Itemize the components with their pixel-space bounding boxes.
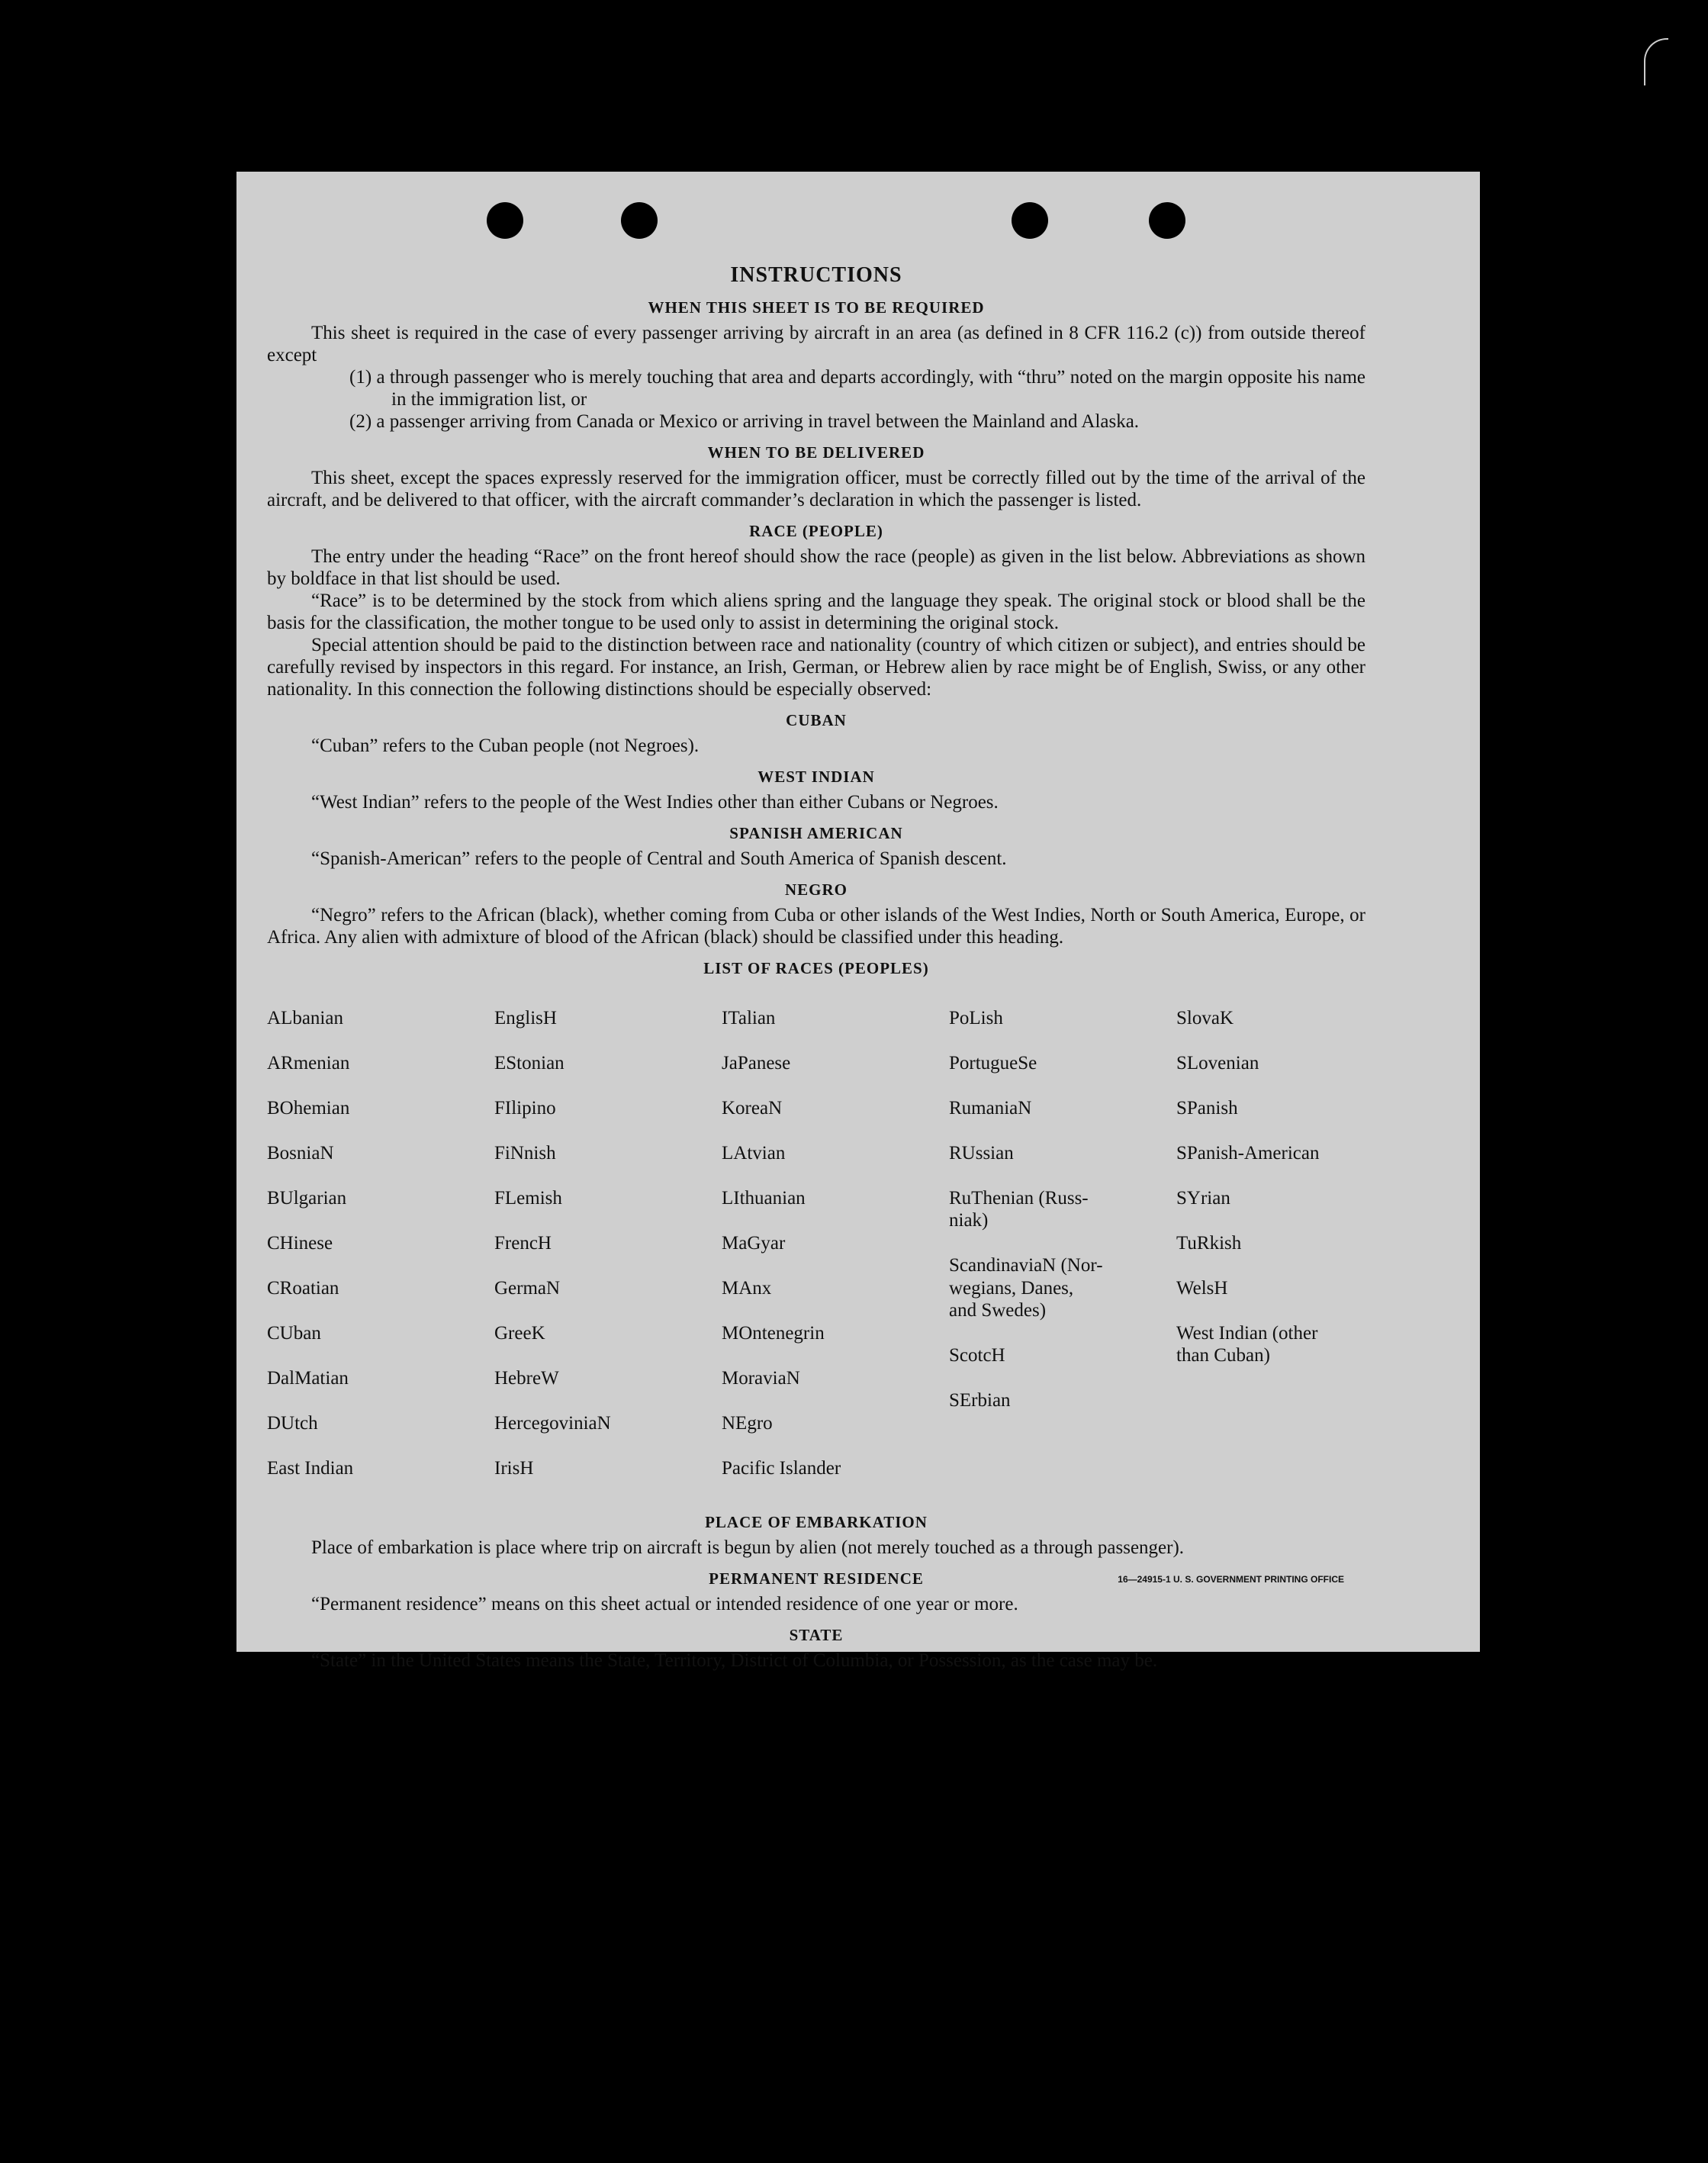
- race-entry: RUssian: [949, 1142, 1014, 1164]
- race-entry: KoreaN: [722, 1097, 783, 1119]
- when-required-intro: This sheet is required in the case of every passenger arriving by aircraft in an area (as defined in 8 CFR 116.2 (c)) from outside thereof except: [267, 323, 1365, 365]
- race-entry: LAtvian: [722, 1142, 786, 1164]
- race-entry: NEgro: [722, 1412, 773, 1434]
- race-entry: EStonian: [494, 1052, 565, 1073]
- embarkation-text: Place of embarkation is place where trip on aircraft is begun by alien (not merely touched as a through passenger).: [311, 1537, 1185, 1558]
- state-text: “State” in the United States means the State, Territory, District of Columbia, or Possession, as the case may be.: [311, 1650, 1158, 1671]
- when-required-item-2: (2) a passenger arriving from Canada or Mexico or arriving in travel between the Mainland and Alaska.: [349, 411, 1140, 432]
- section-heading-list-of-races: LIST OF RACES (PEOPLES): [703, 959, 929, 977]
- race-entry: EnglisH: [494, 1007, 557, 1028]
- race-entry: Pacific Islander: [722, 1457, 841, 1479]
- race-entry: RumaniaN: [949, 1097, 1032, 1119]
- race-entry: DalMatian: [267, 1367, 349, 1389]
- scan-corner-mark: [1644, 38, 1668, 85]
- race-entry: LIthuanian: [722, 1187, 806, 1209]
- race-entry: MAnx: [722, 1277, 772, 1299]
- race-entry: East Indian: [267, 1457, 354, 1479]
- race-paragraph-2: “Race” is to be determined by the stock from which aliens spring and the language they speak. The original stock or blood shall be the basis for the classification, the mother tongue to be used only to assist in determining the original stock.: [267, 591, 1365, 633]
- instruction-sheet: [236, 172, 1480, 1671]
- race-entry: FrencH: [494, 1232, 552, 1254]
- race-entry: ARmenian: [267, 1052, 350, 1073]
- race-entry: SlovaK: [1176, 1007, 1234, 1028]
- race-entry: RuThenian (Russ- niak): [949, 1187, 1089, 1231]
- section-heading-embarkation: PLACE OF EMBARKATION: [705, 1512, 928, 1531]
- race-entry: ALbanian: [267, 1007, 343, 1028]
- section-heading-race: RACE (PEOPLE): [749, 522, 883, 540]
- punch-hole: [1149, 202, 1185, 239]
- race-entry: GreeK: [494, 1322, 545, 1344]
- race-paragraph-3: Special attention should be paid to the distinction between race and nationality (country of which citizen or subject), and entries should be carefully revised by inspectors in this regard. For instance, an Irish, German, or Hebrew alien by race might be of English, Swiss, or any other nationality. In this connection the following distinctions should be especially observed:: [267, 635, 1365, 700]
- race-entry: BUlgarian: [267, 1187, 347, 1209]
- race-entry: ScotcH: [949, 1345, 1005, 1366]
- race-entry: CUban: [267, 1322, 321, 1344]
- race-entry: SErbian: [949, 1390, 1011, 1411]
- race-entry: FIlipino: [494, 1097, 556, 1119]
- race-entry: TuRkish: [1176, 1232, 1242, 1254]
- section-heading-when-delivered: WHEN TO BE DELIVERED: [707, 443, 925, 462]
- when-delivered-text: This sheet, except the spaces expressly reserved for the immigration officer, must be correctly filled out by the time of the arrival of the aircraft, and be delivered to that officer, with the aircraft commander’s declaration in which the passenger is listed.: [267, 468, 1365, 510]
- section-heading-negro: NEGRO: [784, 880, 848, 899]
- negro-text: “Negro” refers to the African (black), whether coming from Cuba or other islands of the West Indies, North or South America, Europe, or Africa. Any alien with admixture of blood of the African (black) should be classified under this heading.: [267, 905, 1365, 948]
- punch-hole: [487, 202, 523, 239]
- race-entry: CRoatian: [267, 1277, 339, 1299]
- race-entry: CHinese: [267, 1232, 333, 1254]
- races-column-5: [1176, 984, 1404, 1502]
- race-entry: SPanish: [1176, 1097, 1238, 1119]
- when-required-item-1: (1) a through passenger who is merely touching that area and departs accordingly, with “thru” noted on the margin opposite his name in the immigration list, or: [349, 367, 1365, 410]
- printer-imprint: 16—24915-1 U. S. GOVERNMENT PRINTING OFFICE: [1118, 1574, 1344, 1585]
- race-entry: West Indian (other than Cuban): [1176, 1322, 1318, 1366]
- race-entry: MOntenegrin: [722, 1322, 825, 1344]
- race-entry: BOhemian: [267, 1097, 350, 1119]
- race-entry: JaPanese: [722, 1052, 791, 1073]
- section-heading-cuban: CUBAN: [786, 711, 847, 729]
- race-entry: FLemish: [494, 1187, 562, 1209]
- section-heading-when-required: WHEN THIS SHEET IS TO BE REQUIRED: [648, 298, 985, 317]
- race-entry: HebreW: [494, 1367, 559, 1389]
- race-entry: ITalian: [722, 1007, 776, 1028]
- west-indian-text: “West Indian” refers to the people of the West Indies other than either Cubans or Negroes.: [311, 792, 999, 813]
- races-column-4: [949, 984, 1176, 1502]
- section-heading-spanish-american: SPANISH AMERICAN: [729, 824, 903, 842]
- section-heading-residence: PERMANENT RESIDENCE: [709, 1569, 924, 1588]
- race-entry: ScandinaviaN (Nor- wegians, Danes, and Swedes): [949, 1255, 1103, 1321]
- punch-hole: [1012, 202, 1048, 239]
- spanish-american-text: “Spanish-American” refers to the people of Central and South America of Spanish descent.: [311, 848, 1007, 869]
- race-entry: PoLish: [949, 1007, 1003, 1028]
- races-column-2: [494, 984, 722, 1502]
- race-entry: PortugueSe: [949, 1052, 1037, 1073]
- race-entry: MaGyar: [722, 1232, 786, 1254]
- page-title: INSTRUCTIONS: [730, 263, 902, 287]
- race-entry: SLovenian: [1176, 1052, 1259, 1073]
- race-entry: WelsH: [1176, 1277, 1228, 1299]
- punch-hole: [621, 202, 658, 239]
- residence-text: “Permanent residence” means on this sheet actual or intended residence of one year or more.: [311, 1593, 1018, 1614]
- race-entry: BosniaN: [267, 1142, 334, 1164]
- race-entry: SYrian: [1176, 1187, 1230, 1209]
- race-entry: IrisH: [494, 1457, 534, 1479]
- race-entry: SPanish-American: [1176, 1142, 1320, 1164]
- races-column-3: [722, 984, 949, 1502]
- race-entry: DUtch: [267, 1412, 318, 1434]
- race-entry: GermaN: [494, 1277, 561, 1299]
- section-heading-west-indian: WEST INDIAN: [758, 768, 875, 786]
- race-entry: HercegoviniaN: [494, 1412, 611, 1434]
- race-entry: FiNnish: [494, 1142, 556, 1164]
- cuban-text: “Cuban” refers to the Cuban people (not Negroes).: [311, 735, 700, 756]
- races-column-1: [267, 984, 494, 1502]
- section-heading-state: STATE: [789, 1625, 844, 1644]
- race-entry: MoraviaN: [722, 1367, 800, 1389]
- races-list: [267, 984, 1365, 1502]
- race-paragraph-1: The entry under the heading “Race” on the front hereof should show the race (people) as given in the list below. Abbreviations as shown by boldface in that list should be used.: [267, 546, 1365, 589]
